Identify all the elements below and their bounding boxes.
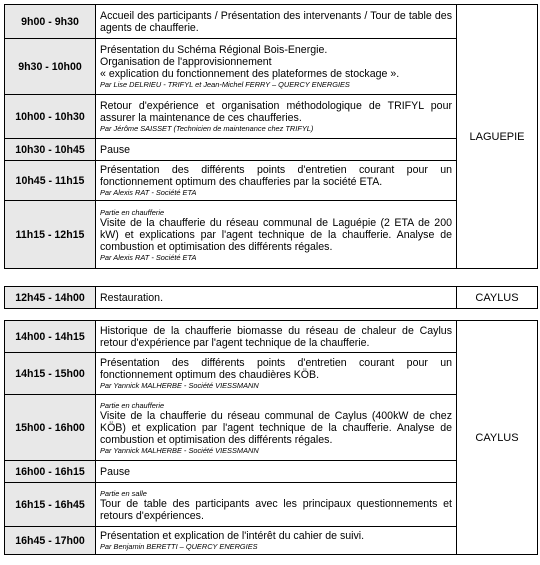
description-cell	[96, 201, 457, 269]
time-cell: 9h30 - 10h00	[5, 39, 96, 95]
description-cell	[96, 39, 457, 95]
description-cell	[96, 461, 457, 483]
schedule-row	[5, 287, 538, 309]
activity-text: Historique de la chaufferie biomasse du réseau de chaleur de Caylus retour d'expérience par l'agent technique de la chaufferie.	[100, 324, 452, 349]
time-cell: 11h15 - 12h15	[5, 201, 96, 269]
activity-line: Organisation de l'approvisionnement	[100, 56, 272, 68]
description-cell	[96, 95, 457, 139]
description-cell	[96, 161, 457, 201]
description-cell	[96, 527, 457, 555]
time-cell: 16h00 - 16h15	[5, 461, 96, 483]
activity-text: Pause	[100, 465, 131, 478]
activity-text: Retour d'expérience et organisation méthodologique de TRIFYL pour assurer la maintenance de ces chaufferies.	[100, 100, 452, 124]
time-cell: 9h00 - 9h30	[5, 5, 96, 39]
activity-text: Restauration.	[100, 291, 164, 304]
time-cell: 14h15 - 15h00	[5, 353, 96, 395]
speaker-credit: Par Alexis RAT - Société ETA	[100, 253, 197, 262]
time-cell: 14h00 - 14h15	[5, 321, 96, 353]
description-cell	[96, 395, 457, 461]
location-cell: CAYLUS	[457, 321, 538, 555]
description-cell	[96, 139, 457, 161]
session-type-label: Partie en chaufferie	[100, 208, 165, 217]
location-cell: LAGUEPIE	[457, 5, 538, 269]
speaker-credit: Par Yannick MALHERBE - Société VIESSMANN	[100, 381, 259, 390]
schedule-row	[5, 321, 538, 353]
session-type-label: Partie en salle	[100, 488, 147, 498]
description-cell	[96, 5, 457, 39]
speaker-credit: Par Yannick MALHERBE - Société VIESSMANN	[100, 446, 259, 455]
description-cell	[96, 287, 457, 309]
activity-text: Pause	[100, 143, 131, 156]
speaker-credit: Par Benjamin BERETTI – QUERCY ENERGIES	[100, 542, 258, 551]
time-cell: 10h45 - 11h15	[5, 161, 96, 201]
description-cell	[96, 483, 457, 527]
location-cell: CAYLUS	[457, 287, 538, 309]
description-cell	[96, 353, 457, 395]
schedule-row	[5, 5, 538, 39]
activity-text: Visite de la chaufferie du réseau communal de Caylus (400kW de chez KÖB) et explication par l'agent technique de la chaufferie. Analyse de combustion et optimisation des différents régales.	[100, 410, 452, 446]
activity-text: Tour de table des participants avec les principaux questionnements et retours d'expériences.	[100, 497, 452, 522]
speaker-credit: Par Lise DELRIEU - TRIFYL et Jean-Michel FERRY – QUERCY ENERGIES	[100, 80, 350, 89]
time-cell: 12h45 - 14h00	[5, 287, 96, 309]
schedule-table-afternoon	[4, 320, 538, 555]
speaker-credit: Par Alexis RAT - Société ETA	[100, 188, 197, 197]
schedule-table-morning	[4, 4, 538, 269]
activity-text: Présentation des différents points d'entretien courant pour un fonctionnement optimum des chaufferies par la société ETA.	[100, 164, 452, 188]
time-cell: 16h45 - 17h00	[5, 527, 96, 555]
speaker-credit: Par Jérôme SAISSET (Technicien de maintenance chez TRIFYL)	[100, 124, 314, 133]
activity-text: Présentation des différents points d'entretien courant pour un fonctionnement optimum des chaudières KÖB.	[100, 357, 452, 381]
time-cell: 16h15 - 16h45	[5, 483, 96, 527]
description-cell	[96, 321, 457, 353]
activity-line: Présentation du Schéma Régional Bois-Energie.	[100, 44, 328, 56]
activity-text: Présentation et explication de l'intérêt du cahier de suivi.	[100, 530, 365, 542]
time-cell: 10h00 - 10h30	[5, 95, 96, 139]
activity-text: Accueil des participants / Présentation des intervenants / Tour de table des agents de chaufferie.	[100, 9, 452, 34]
session-type-label: Partie en chaufferie	[100, 401, 165, 410]
schedule-table-lunch	[4, 286, 538, 309]
activity-line: « explication du fonctionnement des plateformes de stockage ».	[100, 68, 400, 80]
activity-text: Visite de la chaufferie du réseau communal de Laguépie (2 ETA de 200 kW) et explications par l'agent technique de la chaufferie. Analyse de combustion et optimisation des différents régales.	[100, 217, 452, 253]
time-cell: 15h00 - 16h00	[5, 395, 96, 461]
time-cell: 10h30 - 10h45	[5, 139, 96, 161]
